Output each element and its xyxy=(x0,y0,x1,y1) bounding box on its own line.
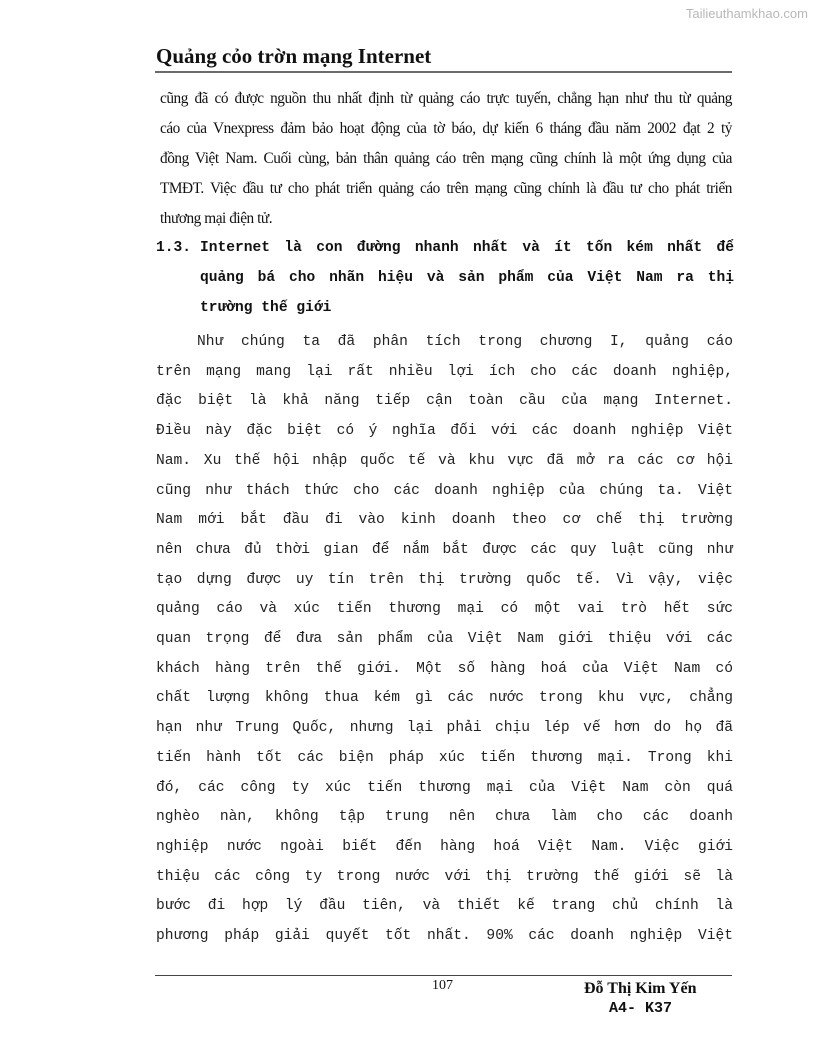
heading-line: Internet là con đường nhanh nhất và ít tốn kém nhất để xyxy=(200,240,734,256)
paragraph-line: thương mại điện tử. xyxy=(160,210,273,227)
paragraph-line: cáo của Vnexpress đảm bảo hoạt động của tờ báo, dự kiến 6 tháng đầu năm 2002 đạt 2 tỷ xyxy=(160,120,732,137)
body-line: Như chúng ta đã phân tích trong chương I, quảng cáo xyxy=(197,334,733,350)
page-header-title: Quảng cỏo trờn mạng Internet xyxy=(156,44,432,68)
body-line: phương pháp giải quyết tốt nhất. 90% các doanh nghiệp Việt xyxy=(156,928,733,945)
body-line: nghèo nàn, không tập trung nên chưa làm cho các doanh xyxy=(156,809,733,826)
body-line: tiến hành tốt các biện pháp xúc tiến thương mại. Trong khi xyxy=(156,749,733,766)
heading-line: trường thế giới xyxy=(200,300,332,316)
intro-paragraph xyxy=(160,84,732,234)
body-line: Nam mới bắt đầu đi vào kinh doanh theo cơ chế thị trường xyxy=(156,512,733,529)
paragraph-line: TMĐT. Việc đầu tư cho phát triển quảng cáo trên mạng cũng chính là đầu tư cho phát triển xyxy=(160,180,732,197)
body-line: quan trọng để đưa sản phẩm của Việt Nam giới thiệu với các xyxy=(156,631,733,648)
watermark: Tailieuthamkhao.com xyxy=(685,6,808,21)
body-line: trên mạng mang lại rất nhiều lợi ích cho các doanh nghiệp, xyxy=(156,363,733,380)
heading-line: quảng bá cho nhãn hiệu và sản phẩm của Việt Nam ra thị xyxy=(200,270,734,286)
body-line: khách hàng trên thế giới. Một số hàng hoá của Việt Nam có xyxy=(156,660,733,677)
body-line: Nam. Xu thế hội nhập quốc tế và khu vực đã mở ra các cơ hội xyxy=(156,452,733,469)
author-name: Đỗ Thị Kim Yến xyxy=(584,980,697,997)
paragraph-line: đồng Việt Nam. Cuối cùng, bản thân quảng cáo trên mạng cũng chính là một ứng dụng của xyxy=(160,150,732,167)
body-line: tạo dựng được uy tín trên thị trường quốc tế. Vì vậy, việc xyxy=(156,571,733,588)
section-body xyxy=(156,328,733,952)
footer-divider xyxy=(155,975,732,976)
body-line: chất lượng không thua kém gì các nước trong khu vực, chẳng xyxy=(156,690,733,707)
body-line: đặc biệt là khả năng tiếp cận toàn cầu của mạng Internet. xyxy=(156,393,733,410)
body-line: đó, các công ty xúc tiến thương mại của Việt Nam còn quá xyxy=(156,779,733,796)
section-heading xyxy=(156,233,734,323)
section-number: 1.3. xyxy=(156,240,192,256)
paragraph-line: cũng đã có được nguồn thu nhất định từ quảng cáo trực tuyến, chẳng hạn như thu từ quảng xyxy=(160,90,732,107)
body-line: nghiệp nước ngoài biết đến hàng hoá Việt Nam. Việc giới xyxy=(156,838,733,855)
body-line: cũng như thách thức cho các doanh nghiệp của chúng ta. Việt xyxy=(156,482,733,499)
page-number: 107 xyxy=(432,978,453,993)
body-line: nên chưa đủ thời gian để nắm bắt được các quy luật cũng như xyxy=(156,541,733,558)
body-line: bước đi hợp lý đầu tiên, và thiết kế trang chủ chính là xyxy=(156,898,733,915)
body-line: thiệu các công ty trong nước với thị trường thế giới sẽ là xyxy=(156,868,733,885)
body-line: Điều này đặc biệt có ý nghĩa đối với các doanh nghiệp Việt xyxy=(156,423,733,440)
body-line: hạn như Trung Quốc, nhưng lại phải chịu lép vế hơn do họ đã xyxy=(156,720,733,737)
author-class: A4- K37 xyxy=(609,1000,673,1017)
body-line: quảng cáo và xúc tiến thương mại có một vai trò hết sức xyxy=(156,601,733,618)
header-divider xyxy=(155,71,732,73)
